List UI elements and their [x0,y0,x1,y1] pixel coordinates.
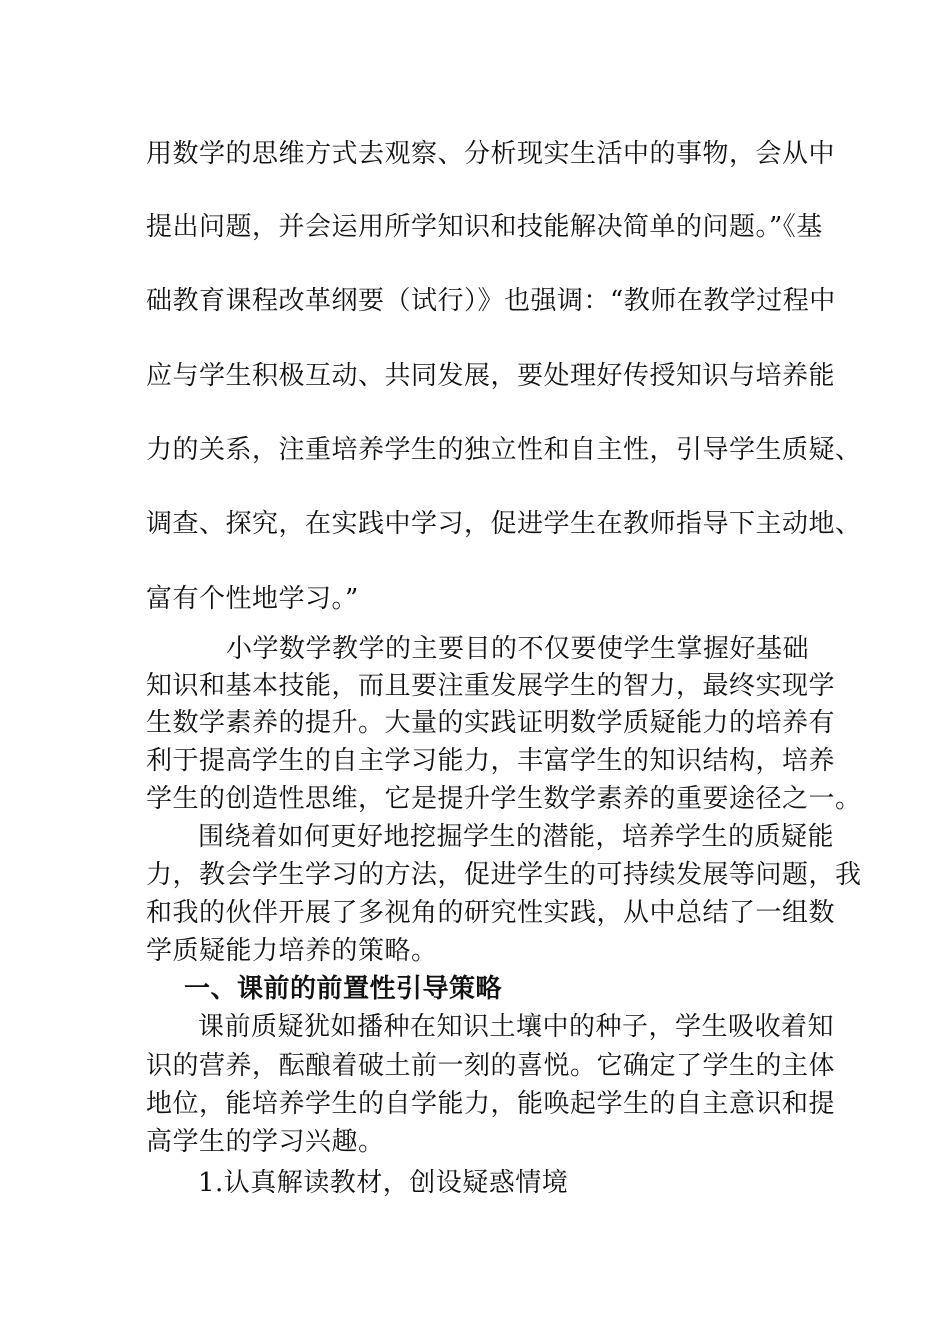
paragraph-line: 地位，能培养学生的自学能力，能唤起学生的自主意识和提 [146,1089,836,1119]
paragraph-line: 知识和基本技能，而且要注重发展学生的智力，最终实现学 [146,671,836,701]
paragraph-line: 利于提高学生的自主学习能力，丰富学生的知识结构，培养 [146,746,836,776]
subsection-heading: 1.认真解读教材，创设疑惑情境 [198,1168,569,1198]
quote-line-6: 调查、探究，在实践中学习，促进学生在教师指导下主动地、 [146,509,862,539]
quote-line-3: 础教育课程改革纲要（试行）》也强调：“教师在教学过程中 [146,286,836,316]
paragraph-line: 生数学素养的提升。大量的实践证明数学质疑能力的培养有 [146,708,836,738]
paragraph-line: 围绕着如何更好地挖掘学生的潜能，培养学生的质疑能 [198,822,835,852]
paragraph-line: 课前质疑犹如播种在知识土壤中的种子，学生吸收着知 [198,1012,835,1042]
quote-line-2: 提出问题，并会运用所学知识和技能解决简单的问题。”《基 [146,212,823,242]
paragraph-line: 力，教会学生学习的方法，促进学生的可持续发展等问题，我 [146,860,862,890]
quote-line-7: 富有个性地学习。” [146,584,359,614]
paragraph-line: 学质疑能力培养的策略。 [146,936,438,966]
paragraph-line: 和我的伙伴开展了多视角的研究性实践，从中总结了一组数 [146,898,836,928]
paragraph-line: 识的营养，酝酿着破土前一刻的喜悦。它确定了学生的主体 [146,1051,836,1081]
section-heading: 一、课前的前置性引导策略 [184,974,503,1004]
quote-line-4: 应与学生积极互动、共同发展，要处理好传授知识与培养能 [146,361,836,391]
paragraph-line: 学生的创造性思维，它是提升学生数学素养的重要途径之一。 [146,784,862,814]
paragraph-line: 小学数学教学的主要目的不仅要使学生掌握好基础 [226,634,810,664]
quote-line-5: 力的关系，注重培养学生的独立性和自主性，引导学生质疑、 [146,435,862,465]
quote-line-1: 用数学的思维方式去观察、分析现实生活中的事物，会从中 [146,139,836,169]
paragraph-line: 高学生的学习兴趣。 [146,1127,385,1157]
